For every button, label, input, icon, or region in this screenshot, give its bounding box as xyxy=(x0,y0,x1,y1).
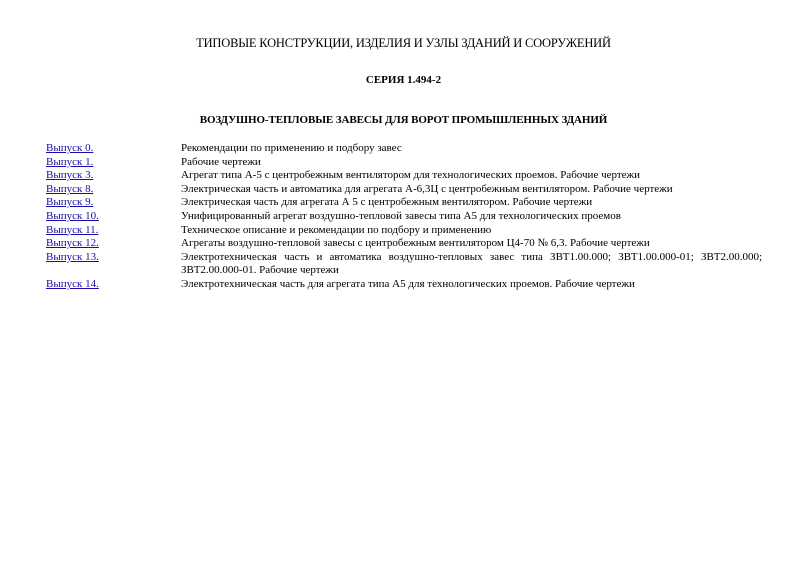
issue-description: Электрическая часть и автоматика для агрегата А-6,3Ц с центробежным вентилятором. Рабочие чертежи xyxy=(181,182,673,195)
issue-link-11[interactable]: Выпуск 11. xyxy=(46,223,99,236)
issue-description: Рабочие чертежи xyxy=(181,155,261,168)
issue-link-13[interactable]: Выпуск 13. xyxy=(46,250,99,263)
issue-link-8[interactable]: Выпуск 8. xyxy=(46,182,94,195)
series-heading: СЕРИЯ 1.494-2 xyxy=(365,74,442,86)
list-item xyxy=(46,156,762,170)
list-item xyxy=(46,278,762,292)
page-title: ВОЗДУШНО-ТЕПЛОВЫЕ ЗАВЕСЫ ДЛЯ ВОРОТ ПРОМЫШЛЕННЫХ ЗДАНИЙ xyxy=(199,114,608,126)
issue-description: Техническое описание и рекомендации по подбору и применению xyxy=(181,223,492,236)
list-item xyxy=(46,183,762,197)
list-item xyxy=(46,237,762,251)
issue-description: Рекомендации по применению и подбору завес xyxy=(181,142,402,154)
list-item xyxy=(46,142,762,156)
issue-link-9[interactable]: Выпуск 9. xyxy=(46,196,94,209)
issue-link-10[interactable]: Выпуск 10. xyxy=(46,209,99,222)
issue-link-12[interactable]: Выпуск 12. xyxy=(46,237,99,250)
issue-description: Электрическая часть для агрегата А 5 с центробежным вентилятором. Рабочие чертежи xyxy=(181,196,593,209)
issue-link-0[interactable]: Выпуск 0. xyxy=(46,142,94,154)
list-item xyxy=(46,196,762,210)
list-item xyxy=(46,169,762,183)
issue-description: Электротехническая часть для агрегата типа А5 для технологических проемов. Рабочие чертежи xyxy=(181,277,635,290)
issue-description: Электротехническая часть и автоматика воздушно-тепловых завес типа ЗВТ1.00.000; ЗВТ1.00.000-01; ЗВТ2.00.000; ЗВТ2.00.000-01. Рабочие чертежи xyxy=(181,250,762,277)
issue-link-1[interactable]: Выпуск 1. xyxy=(46,155,94,168)
issue-link-3[interactable]: Выпуск 3. xyxy=(46,169,94,182)
list-item xyxy=(46,224,762,238)
list-item xyxy=(46,251,762,278)
issue-description: Унифицированный агрегат воздушно-тепловой завесы типа А5 для технологических проемов xyxy=(181,209,621,222)
subject-heading: ТИПОВЫЕ КОНСТРУКЦИИ, ИЗДЕЛИЯ И УЗЛЫ ЗДАНИЙ И СООРУЖЕНИЙ xyxy=(196,36,611,50)
list-item xyxy=(46,210,762,224)
issues-list xyxy=(46,142,762,292)
issue-description: Агрегат типа А-5 с центробежным вентилятором для технологических проемов. Рабочие чертежи xyxy=(181,169,641,182)
issue-link-14[interactable]: Выпуск 14. xyxy=(46,277,99,290)
issue-description: Агрегаты воздушно-тепловой завесы с центробежным вентилятором Ц4-70 № 6,3. Рабочие чертежи xyxy=(181,237,650,250)
